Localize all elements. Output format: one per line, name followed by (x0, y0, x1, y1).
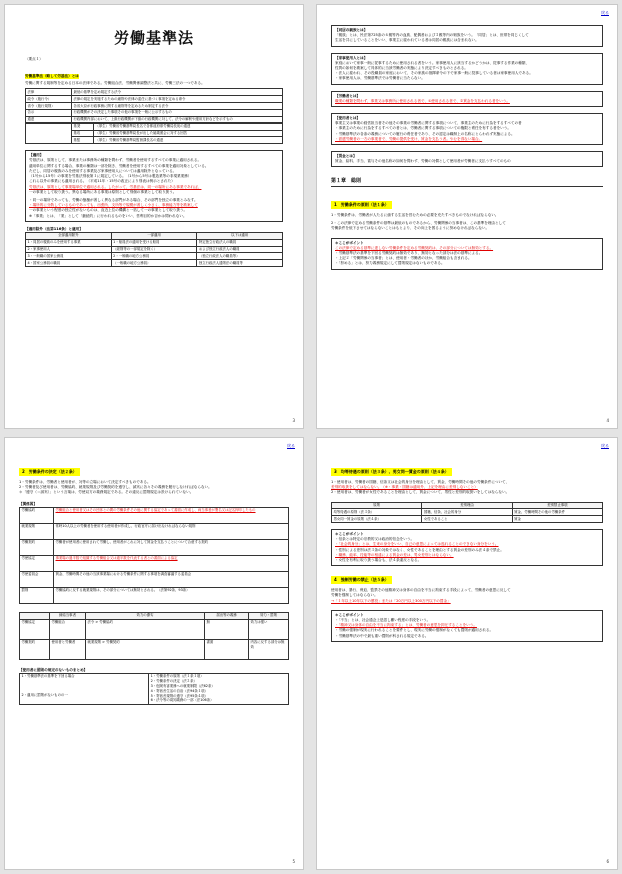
table-cell: 女性であること (422, 516, 512, 523)
page-number: 4 (606, 418, 609, 423)
table-cell: 省令（施行規則） (26, 103, 72, 110)
page-title: 労働基準法 (113, 29, 194, 47)
box-line: 生活を共にしていることをいい、事業主に雇われている者は同居の親族には含まれない。 (335, 38, 479, 43)
section-heading: 2 労働条件の決定（法２条） (19, 468, 80, 476)
point-line: ・「社会的身分」とは、生来の身分をいい、自己の意思によっては逃れることのできない身分をいう。 (335, 542, 499, 547)
table-cell: 賃金、労働時間その他の当該事業場における労働条件に関する事項を調査審議する委員会 (54, 571, 289, 587)
section-line: 労働を強制してはならない。 (331, 593, 378, 598)
relation-table (19, 507, 289, 604)
list-item: 2・適用に罰則がないものの一 (21, 693, 68, 698)
table-header-row (26, 232, 283, 239)
page-number: 6 (606, 859, 609, 864)
worker-box (331, 91, 603, 107)
section-line: 2・使用者は、労働者が女性であることを理由として、賃金について、男性と差別的取扱いをしてはならない。 (331, 490, 510, 495)
no-penalty-heading: 【使用者に罰則の規定のないものまとめ】 (19, 667, 88, 672)
table-row (20, 619, 289, 639)
table-cell: 均等待遇の原則（法３条） (332, 509, 422, 516)
application-line: 適用単位に関するする場合、事業の種類は一部を除き、労働者を使用するすべての事業を適用対象としている。 (29, 163, 209, 168)
document-page-1 (4, 4, 304, 429)
table-row (26, 89, 283, 96)
section-label: 〈要点１〉 (25, 57, 43, 61)
chapter-heading: 第１章 総則 (331, 178, 362, 185)
table-row (26, 253, 283, 260)
table-cell: 4・国家公務員の職員 (26, 260, 112, 267)
section-line: 2・労働者及び使用者は、労働協約、就業規則及び労働契約を遵守し、誠実に各々その義務を履行しなければならない。 (19, 485, 212, 490)
table-cell: 常時10人以上の労働者を使用する使用者が作成し、行政官庁に届け出なければならない規則 (54, 523, 289, 539)
table-row (20, 571, 289, 587)
table-cell: 法令 > 労働協約 (86, 619, 205, 639)
table-cell: （一般職の地方公務員） (111, 260, 197, 267)
table-row (26, 246, 283, 253)
equal-treatment-table (331, 502, 603, 523)
table-cell: 基監 (72, 137, 94, 144)
application-line: 一の事業として取り扱う。異なる場所にある事業は原則として別個の事業として取り扱う。 (29, 189, 177, 194)
table-cell: 政令（施行令） (26, 96, 72, 103)
box-line: 事業主又は事業の経営担当者その他その事業の労働者に関する事項について、事業主のために行為をするすべての者 (335, 121, 522, 126)
back-link[interactable]: 戻る (287, 443, 295, 448)
box-line: ・派遣労働者の一方の事業者で、労働の提供を受け、賃金を支払う者。やむを得ない場合。 (335, 136, 483, 141)
section-heading: 4 強制労働の禁止（法５条） (331, 576, 392, 584)
section-line: 差別的取扱をしてはならない。（※・事業・国籍は適用外、上記を理由に差別しないこと） (331, 485, 478, 490)
column-header: 差別禁止事項 (512, 502, 602, 509)
table-cell: 労使委員会 (20, 571, 54, 587)
table-cell: 労働契約 (20, 639, 50, 659)
table-cell: 労働契約 (20, 539, 54, 555)
table-cell: 無 (205, 619, 249, 639)
point-box (331, 529, 603, 566)
exemption-heading: 【適用除外（法第116条）と適用】 (25, 226, 83, 231)
section-line: 2・この法律で定める労働条件の基準は最低のものであるから、労働関係の当事者は、この基準を理由として (331, 221, 506, 226)
application-line: 労基法は、原則として事業場単位で適用される。したがって、労基法は、同一の場所にある事業であれば、 (29, 184, 202, 189)
point-line: ・信条とは特定の宗教的又は政治的信念をいう。 (335, 537, 415, 542)
application-heading: 【適用】 (29, 153, 44, 158)
table-cell: 基収 (72, 130, 94, 137)
domestic-worker-box (331, 53, 603, 85)
box-heading: 【労働者とは】 (335, 93, 361, 98)
box-line: 家庭において家事一般に従事するために使用される者をいう。家事使用人に該当するかどうかは、従事する作業の種類、 (335, 60, 530, 65)
table-cell: 労働組合と使用者又はその団体との間の労働条件その他に関する協定であって書面に作成し、両当事者が署名又は記名押印したもの (54, 507, 289, 523)
table-cell: 最低の基準を定め規定する法令 (72, 89, 283, 96)
table-cell: （総則等の一部規定を除く） (111, 246, 197, 253)
box-heading: 【同居の親族とは】 (335, 28, 368, 32)
table-cell: （厚生）労働省労働基準局監督課長名の通達 (94, 137, 283, 144)
application-line: ただし、同居の親族のみを使用する事業及び家事使用人については適用除外となっている。 (29, 168, 177, 173)
table-cell: 独立行政法人通則法の職員等 (197, 260, 283, 267)
table-row (332, 509, 603, 516)
box-heading: 【家事使用人とは】 (335, 55, 368, 60)
table-cell: 男女同一賃金の原則（法４条） (332, 516, 422, 523)
point-heading: ＊ここがポイント (335, 532, 364, 536)
note-tail: ※「事業」とは、「業」として「継続的」に行われるものをいい、営利目的か否かは問われない。 (29, 213, 187, 218)
table-cell: 労使協定 (20, 555, 54, 571)
list-item: 2・労働条件の決定（法２条） (150, 679, 197, 684)
table-cell: 内容に反する部分は無効 (249, 639, 289, 659)
point-line: ・「努める」とは、努力義務規定にして罰則規定はないものである。 (335, 261, 445, 266)
law-types-table (25, 88, 283, 123)
wages-box (331, 151, 603, 167)
column-header: 届出等の義務 (205, 612, 249, 619)
box-line: ・家事使用人は、労働基準法では労働者に当たらない。 (335, 76, 425, 81)
box-line: 性質の如何を勘案して具体的に当該労働者の実態により決定すべきものとされる。 (335, 66, 468, 71)
point-line: ・女性を有利に取り扱う場合も、法４条違反となる。 (335, 558, 422, 563)
document-page-4 (316, 437, 618, 870)
table-cell: 1・同居の親族のみを使用する事業 (26, 239, 112, 246)
column-header: 効力の優劣 (86, 612, 205, 619)
section-line: 1・労働条件は、労働者と使用者が、対等の立場において決定すべきものである。 (19, 480, 151, 484)
table-cell: （厚生）労働省労働基準局長名で各都道府県労働局長宛の通達 (94, 123, 283, 130)
table-cell: 国籍、信条、社会的身分 (422, 509, 512, 516)
section-line: →「１年以上10年以下の懲役」または「20万円以上300万円以下の罰金」 (331, 598, 451, 603)
point-heading: ＊ここがポイント (335, 612, 364, 617)
box-line: ・労働基準法の各条の義務についての履行の責任者であり、その認定は職制上の名称にとらわれず実態による。 (335, 131, 515, 136)
table-row (26, 116, 283, 123)
table-cell: 法律 (26, 89, 72, 96)
table-cell: 労働協約に反する就業規則は、その部分については無効とされる。（法第92条、93条） (54, 587, 289, 603)
table-cell: 使用者と労働者 (50, 639, 86, 659)
table-cell (26, 123, 72, 143)
table-row (20, 507, 289, 523)
table-row (26, 109, 283, 116)
point-line: この法律で定める基準に達しない労働条件を定める労働契約は、その部分については無効とする。 (335, 245, 494, 250)
table-row (20, 639, 289, 659)
table-cell: 労働者が使用者に使用されて労働し、使用者がこれに対して賃金を支払うことについて合意する契約 (54, 539, 289, 555)
table-cell: 法律の規定を実施するための細則や法律の委任に基づく事項を定める命令 (72, 96, 283, 103)
table-cell: 書面 (205, 639, 249, 659)
point-line: ・労働の強制が現実に行われることを要件とし、現実に労働の強制がなくても罰則が適用される。 (335, 628, 494, 633)
section-line: 使用者は、暴行、脅迫、監禁その他精神又は身体の自由を不当に拘束する手段によって、労働者の意思に反して (331, 588, 511, 593)
table-row (26, 239, 283, 246)
table-cell: 1・船員法の適用を受ける船員 (111, 239, 197, 246)
point-box-2 (331, 610, 603, 642)
column-header: 一部適用 (111, 232, 197, 239)
table-row (20, 523, 289, 539)
list-item: 5・寄宿舎規則の遵守（法95条４項） (150, 693, 208, 698)
intro-text: 労働に関する規制等を定める日本の法律である。労働組合法、労働関係調整法と共に、労働三法の一つである。 (25, 81, 205, 86)
application-line: これら以外の事業にも適用される。（平成11年・15号の改正により別表は例示とされた） (29, 179, 175, 184)
back-link[interactable]: 戻る (601, 443, 609, 448)
point-line: ・職務、能率、技能等の相違による賃金の差は、男女差別とはならない。 (335, 552, 454, 557)
box-line: ・事業主のために行為をするすべての者とは、労働者に関する事項についての権限と責任を有する者をいう。 (335, 126, 511, 131)
box-line: 「親族」とは、民法第725条の６親等内の血族、配偶者および３親等内の姻族をいう。「同居」とは、世帯を同じくして (335, 33, 529, 38)
application-line: 労基法は、原則として、事業または事務所の種類を問わず、労働者を使用するすべての事業に適用される。 (29, 158, 202, 163)
table-cell: 罰則 (20, 587, 54, 603)
no-penalty-table (19, 673, 289, 705)
note-line: ・同一の場所であっても、労働の態様が著しく異なる部門がある場合、その部門を独立の事業とみなす。 (29, 197, 198, 202)
table-cell: 2・一般職の地方公務員 (111, 253, 197, 260)
table-cell: 基発 (72, 123, 94, 130)
table-cell: 就業規則 (20, 523, 54, 539)
back-link[interactable]: 戻る (601, 10, 609, 15)
point-line: ・上記２「労働関係の当事者」とは、使用者・労働者のほか、労働組合も含まれる。 (335, 256, 472, 261)
section-line: ＊「遵守（＝誠実）」という言葉は、労使双方の義務規定である。その違反に罰則規定は設けられていない。 (19, 490, 194, 495)
box-line: 賃金、給料、手当、賞与その他名称の如何を問わず、労働の対償として使用者が労働者に支払うすべてのもの (335, 159, 511, 164)
column-header: 全部適用除外 (26, 232, 112, 239)
column-header: 効力・罰則 (249, 612, 289, 619)
table-cell: 3・一般職の国家公務員 (26, 253, 112, 260)
list-item: 1・労働基準法の基準を下回る場合 (21, 674, 75, 679)
relation-heading: 【関係図】 (19, 501, 37, 506)
point-line: ・性別による差別は法３条の対象ではなく、女性であることを理由とする賃金の差別のみ法４条で禁止。 (335, 547, 504, 552)
point-line: ・労働基準法の基準を下回る労働契約は無効であり、無効となった部分は法の基準による。 (335, 251, 483, 256)
table-cell: および独立行政法人の職員 (197, 246, 283, 253)
table-cell: 告示 (26, 109, 72, 116)
column-header: 以下は適用 (197, 232, 283, 239)
table-cell: 労働組合 (50, 619, 86, 639)
page-number: 3 (292, 418, 295, 423)
table-cell (149, 673, 289, 704)
point-line: ・「精神又は身体の自由を不当に拘束する」とは、労働者の意思を抑圧することをいう。 (335, 623, 477, 628)
relatives-box (331, 25, 603, 47)
highlight-heading: 労働基準法（略して労基法）とは (25, 74, 79, 79)
table-cell: 行政機関がその決定した事項その他の事項を一般に公示するもの (72, 109, 283, 116)
circular-types-table (25, 123, 283, 144)
note-line: ・場所的に分散しているものであっても、出張所、支所等で規模が著しく小さく、事務能力等を勘案して (29, 203, 198, 208)
note-line: 一の事業という程度の独立性がないものは、直近上位の機構と一括して一の事業として取り扱う。 (29, 208, 188, 213)
table-row (20, 539, 289, 555)
application-box (25, 150, 283, 221)
column-header: 原則 (332, 502, 422, 509)
column-header: 差別理由 (422, 502, 512, 509)
table-cell: 効力は強い (249, 619, 289, 639)
section-heading: 3 均等待遇の原則（法３条）、男女同一賃金の原則（法４条） (331, 468, 452, 476)
document-page-2 (316, 4, 618, 429)
point-line: ・「不当」とは、社会通念上是認し難い程度の手段をいう。 (335, 618, 431, 623)
table-cell: 特定独立行政法人の職員 (197, 239, 283, 246)
point-box (331, 238, 603, 270)
section-line: 労働条件を低下させてはならないことはもとより、その向上を図るように努めなければならない。 (331, 226, 490, 231)
table-cell: （独立行政法人の職員等） (197, 253, 283, 260)
table-cell (20, 673, 149, 704)
table-row (26, 103, 283, 110)
table-cell: 行政機関内部において、上級行政機関が下級の行政機関に対して、法令の解釈や運用方針などを示すもの (72, 116, 283, 123)
document-page-3 (4, 437, 304, 870)
table-row (20, 673, 289, 704)
list-item: 4・寄宿舎生活の自治（法94条１項） (150, 688, 208, 693)
list-item: 3・危険有害業務への就業制限（法62条） (150, 683, 215, 688)
box-line: 職業の種類を問わず、事業又は事務所に使用される者で、①使用される者で、②賃金を支払われる者をいう。 (335, 98, 510, 103)
table-cell: 就業規則 > 労働契約 (86, 639, 205, 659)
table-cell: 各省大臣が行政事務に関する細則等を定めるため制定する法令 (72, 103, 283, 110)
application-line: （1号から15号）の事業を労基法別表第１に規定している。（1号から5号は製造業等の非現業業務） (29, 174, 192, 179)
table-cell: 労働協約 (20, 507, 54, 523)
list-item: 1・労働条件の原則（法１条１項） (150, 674, 204, 679)
section-line: 1・使用者は、労働者の国籍、信条又は社会的身分を理由として、賃金、労働時間その他の労働条件について、 (331, 480, 510, 484)
table-row (20, 587, 289, 603)
table-cell: 2・家事使用人 (26, 246, 112, 253)
column-header (20, 612, 50, 619)
point-heading: ＊ここがポイント (335, 240, 364, 245)
comparison-table (19, 612, 289, 660)
table-cell: 賃金 (512, 516, 602, 523)
box-heading: 【使用者とは】 (335, 116, 361, 121)
page-number: 5 (292, 859, 295, 864)
point-line: ・労働基準法の中で最も重い罰則が科される規定である。 (335, 633, 429, 638)
table-cell: 通達 (26, 116, 72, 123)
section-heading: 1 労働条件の原則（法１条） (331, 201, 392, 209)
column-header: 締結当事者 (50, 612, 86, 619)
table-row (332, 516, 603, 523)
table-row (26, 123, 283, 130)
employer-box (331, 113, 603, 145)
table-cell: 賃金、労働時間その他の労働条件 (512, 509, 602, 516)
box-line: ・法人に雇われ、その役職員の家庭において、その家族の指揮命令の下で家事一般に従事している者は家事使用人である。 (335, 71, 533, 76)
table-header-row (20, 612, 289, 619)
exemption-table (25, 232, 283, 267)
table-row (26, 96, 283, 103)
table-header-row (332, 502, 603, 509)
divider (331, 186, 603, 187)
list-item: 6・法令等の周知義務の一部（法106条） (150, 698, 214, 703)
table-row (26, 260, 283, 267)
section-line: 1・労働条件は、労働者が人たるに値する生活を営むための必要を充たすべきものでなければならない。 (331, 213, 499, 218)
table-cell: （厚生）労働省労働基準局長が出した疑義照会に対する回答 (94, 130, 283, 137)
box-heading: 【賃金とは】 (335, 154, 357, 159)
table-cell: 労働協定 (20, 619, 50, 639)
table-cell: 事業場の過半数で組織する労働組合又は過半数を代表する者との書面による協定 (54, 555, 289, 571)
table-row (20, 555, 289, 571)
